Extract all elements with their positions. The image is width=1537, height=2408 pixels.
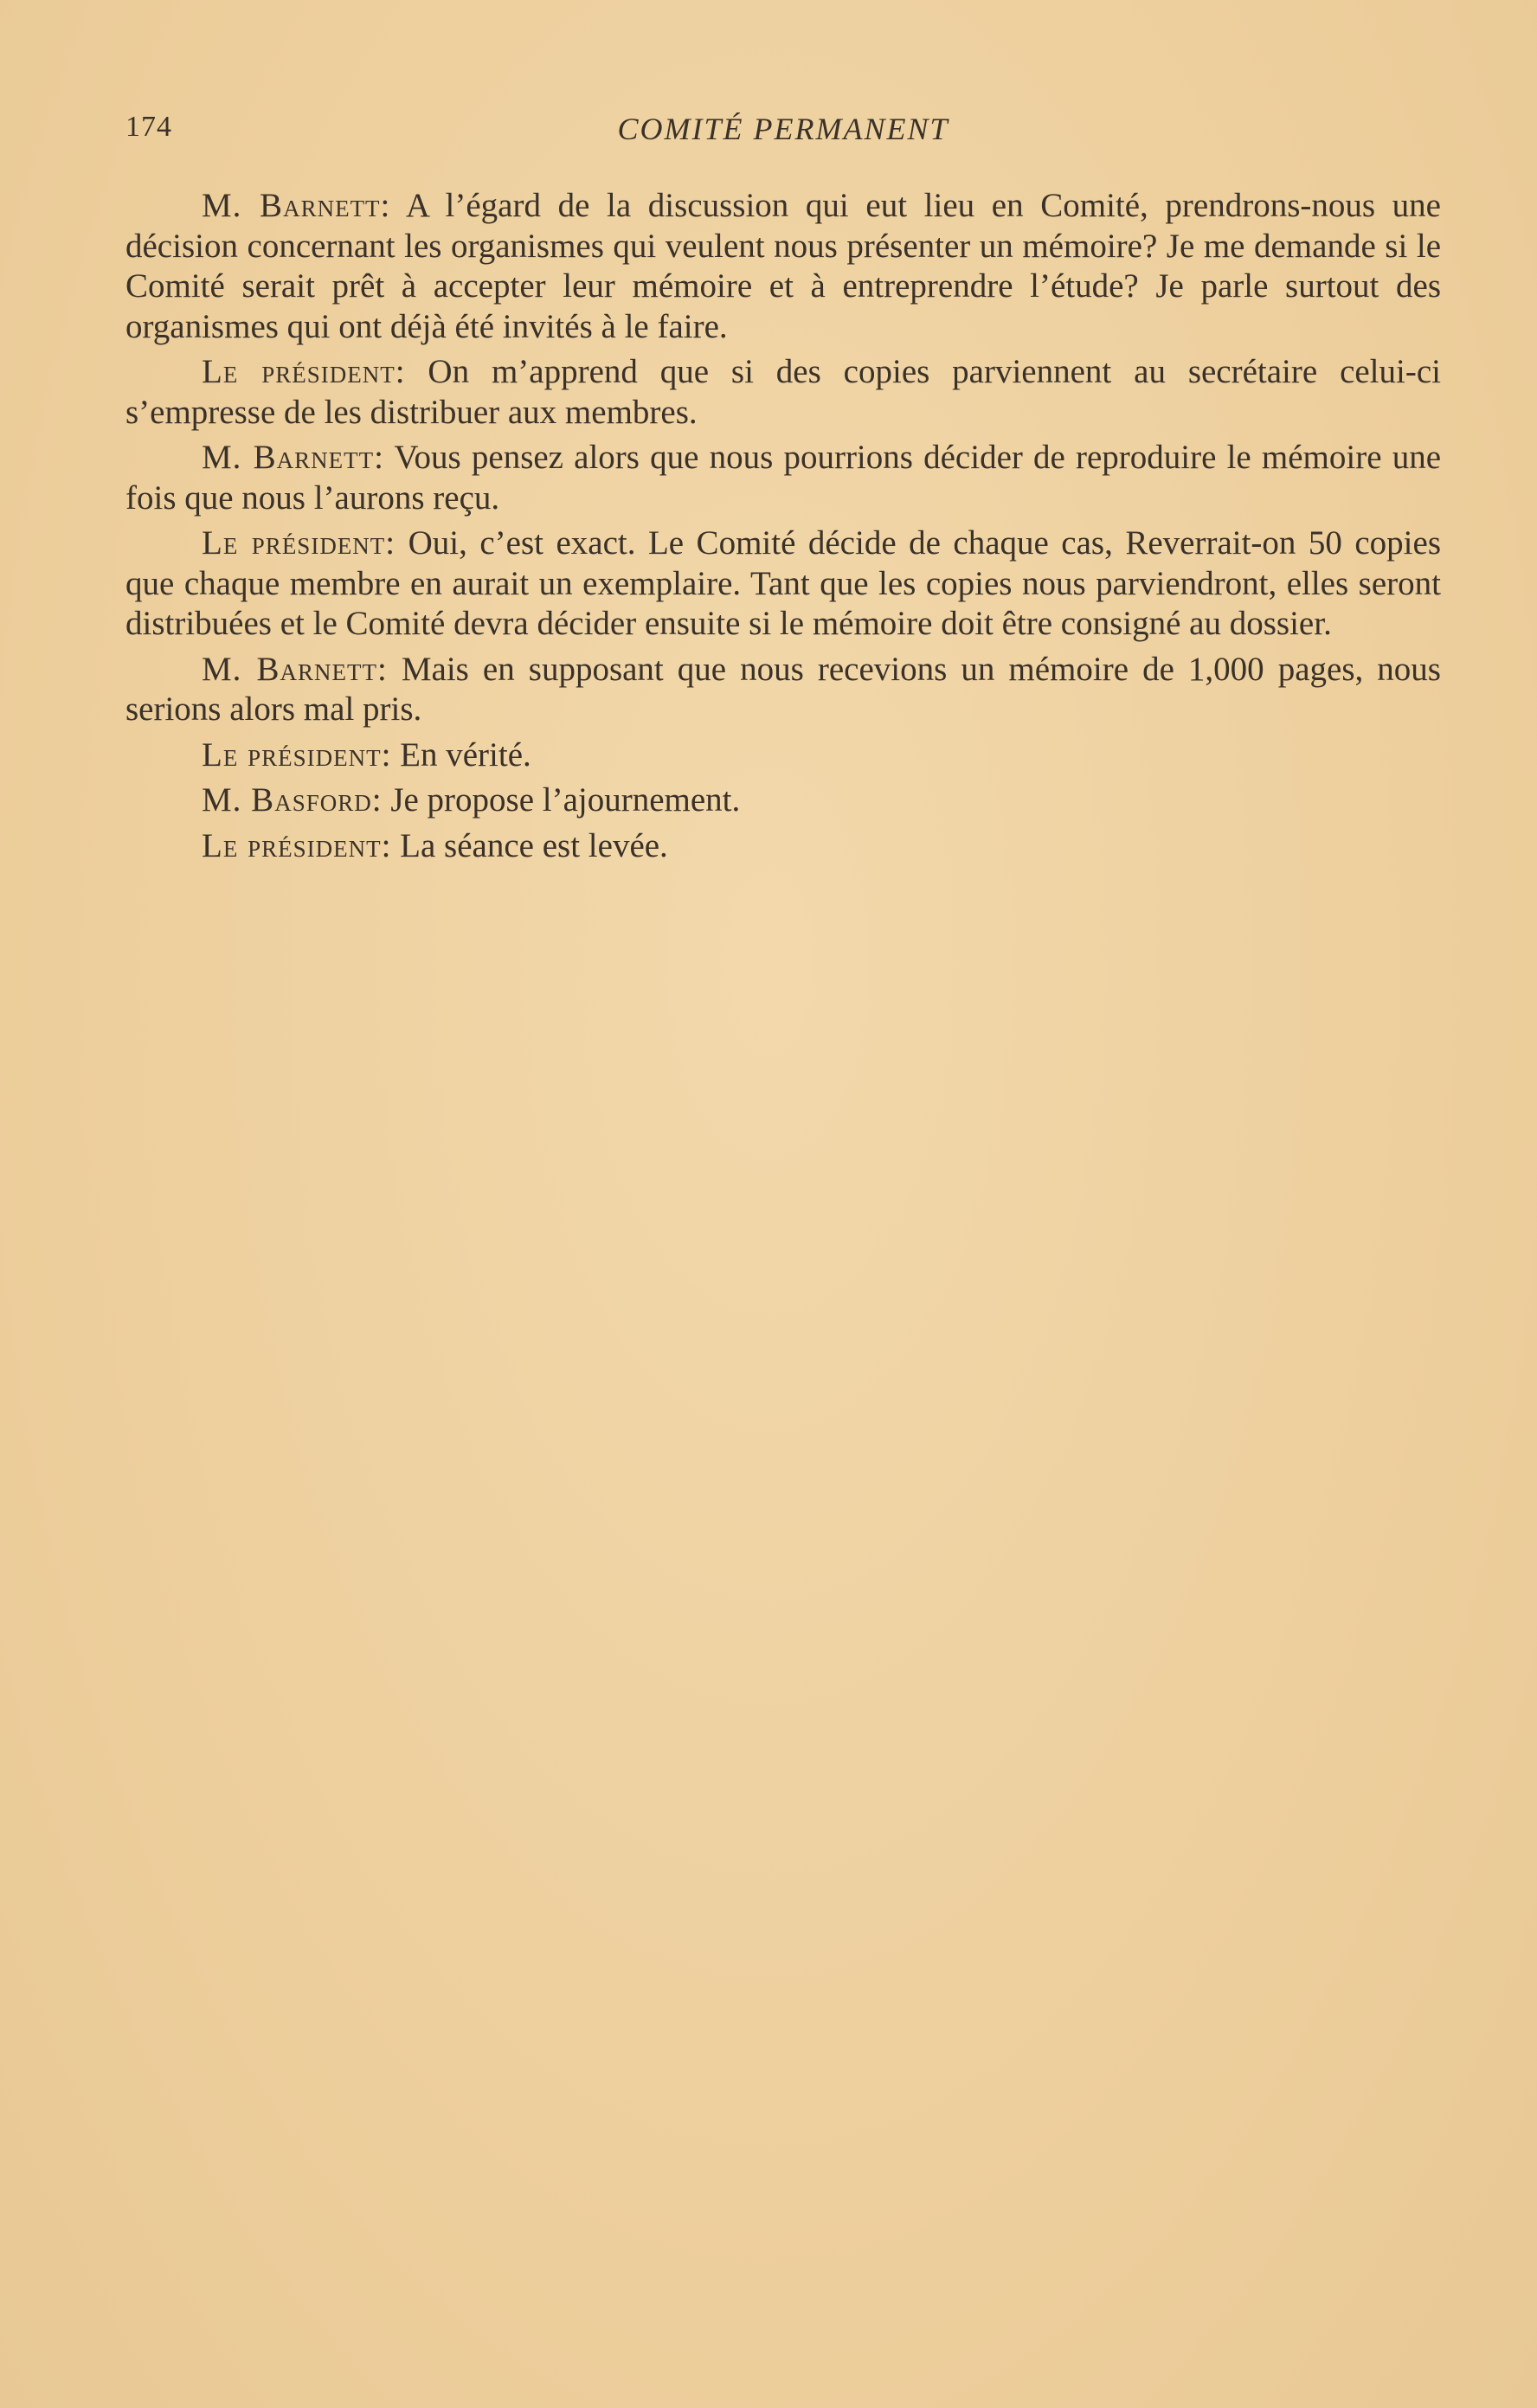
speaker-name: Le président: (202, 735, 392, 774)
speaker-name: M. Barnett: (202, 187, 391, 224)
transcript-paragraph (125, 735, 1441, 776)
transcript-paragraph (125, 438, 1441, 518)
transcript-paragraph (125, 523, 1441, 645)
transcript-paragraph (125, 352, 1441, 433)
speaker-name: Le président: (202, 353, 406, 390)
speech-text: On m’apprend que si des copies parviennent au secrétaire celui-ci s’empresse de les distribuer aux membres. (125, 353, 1441, 431)
speaker-name: Le président: (202, 826, 392, 864)
speech-text: Oui, c’est exact. Le Comité décide de chaque cas, Reverrait-on 50 copies que chaque membre en aurait un exemplaire. Tant que les copies nous parviendront, elles seront distribuées et le Comité devra décider ensuite si le mémoire doit être consigné au dossier. (125, 524, 1441, 642)
running-head (125, 111, 1441, 163)
speaker-name: M. Barnett: (202, 650, 388, 688)
speaker-name: Le président: (202, 524, 396, 562)
page-number: 174 (125, 111, 172, 143)
transcript-paragraph (125, 650, 1441, 730)
transcript-paragraph (125, 186, 1441, 347)
speaker-name: M. Barnett: (202, 439, 384, 476)
speech-text: A l’égard de la discussion qui eut lieu en Comité, prendrons-nous une décision concernant les organismes qui veulent nous présenter un mémoire? Je me demande si le Comité serait prêt à accepter leur mémoire et à entreprendre l’étude? Je parle surtout des organismes qui ont déjà été invités à le faire. (125, 187, 1441, 345)
transcript-paragraph (125, 780, 1441, 821)
transcript-body (125, 186, 1441, 871)
speech-text: La séance est levée. (400, 826, 668, 864)
speaker-name: M. Basford: (202, 781, 383, 819)
running-title: COMITÉ PERMANENT (617, 112, 949, 146)
transcript-paragraph (125, 826, 1441, 867)
speech-text: Vous pensez alors que nous pourrions décider de reproduire le mémoire une fois que nous l’aurons reçu. (125, 439, 1442, 517)
speech-text: Je propose l’ajournement. (390, 781, 741, 819)
speech-text: Mais en supposant que nous recevions un mémoire de 1,000 pages, nous serions alors mal pris. (125, 650, 1441, 728)
speech-text: En vérité. (400, 735, 531, 774)
